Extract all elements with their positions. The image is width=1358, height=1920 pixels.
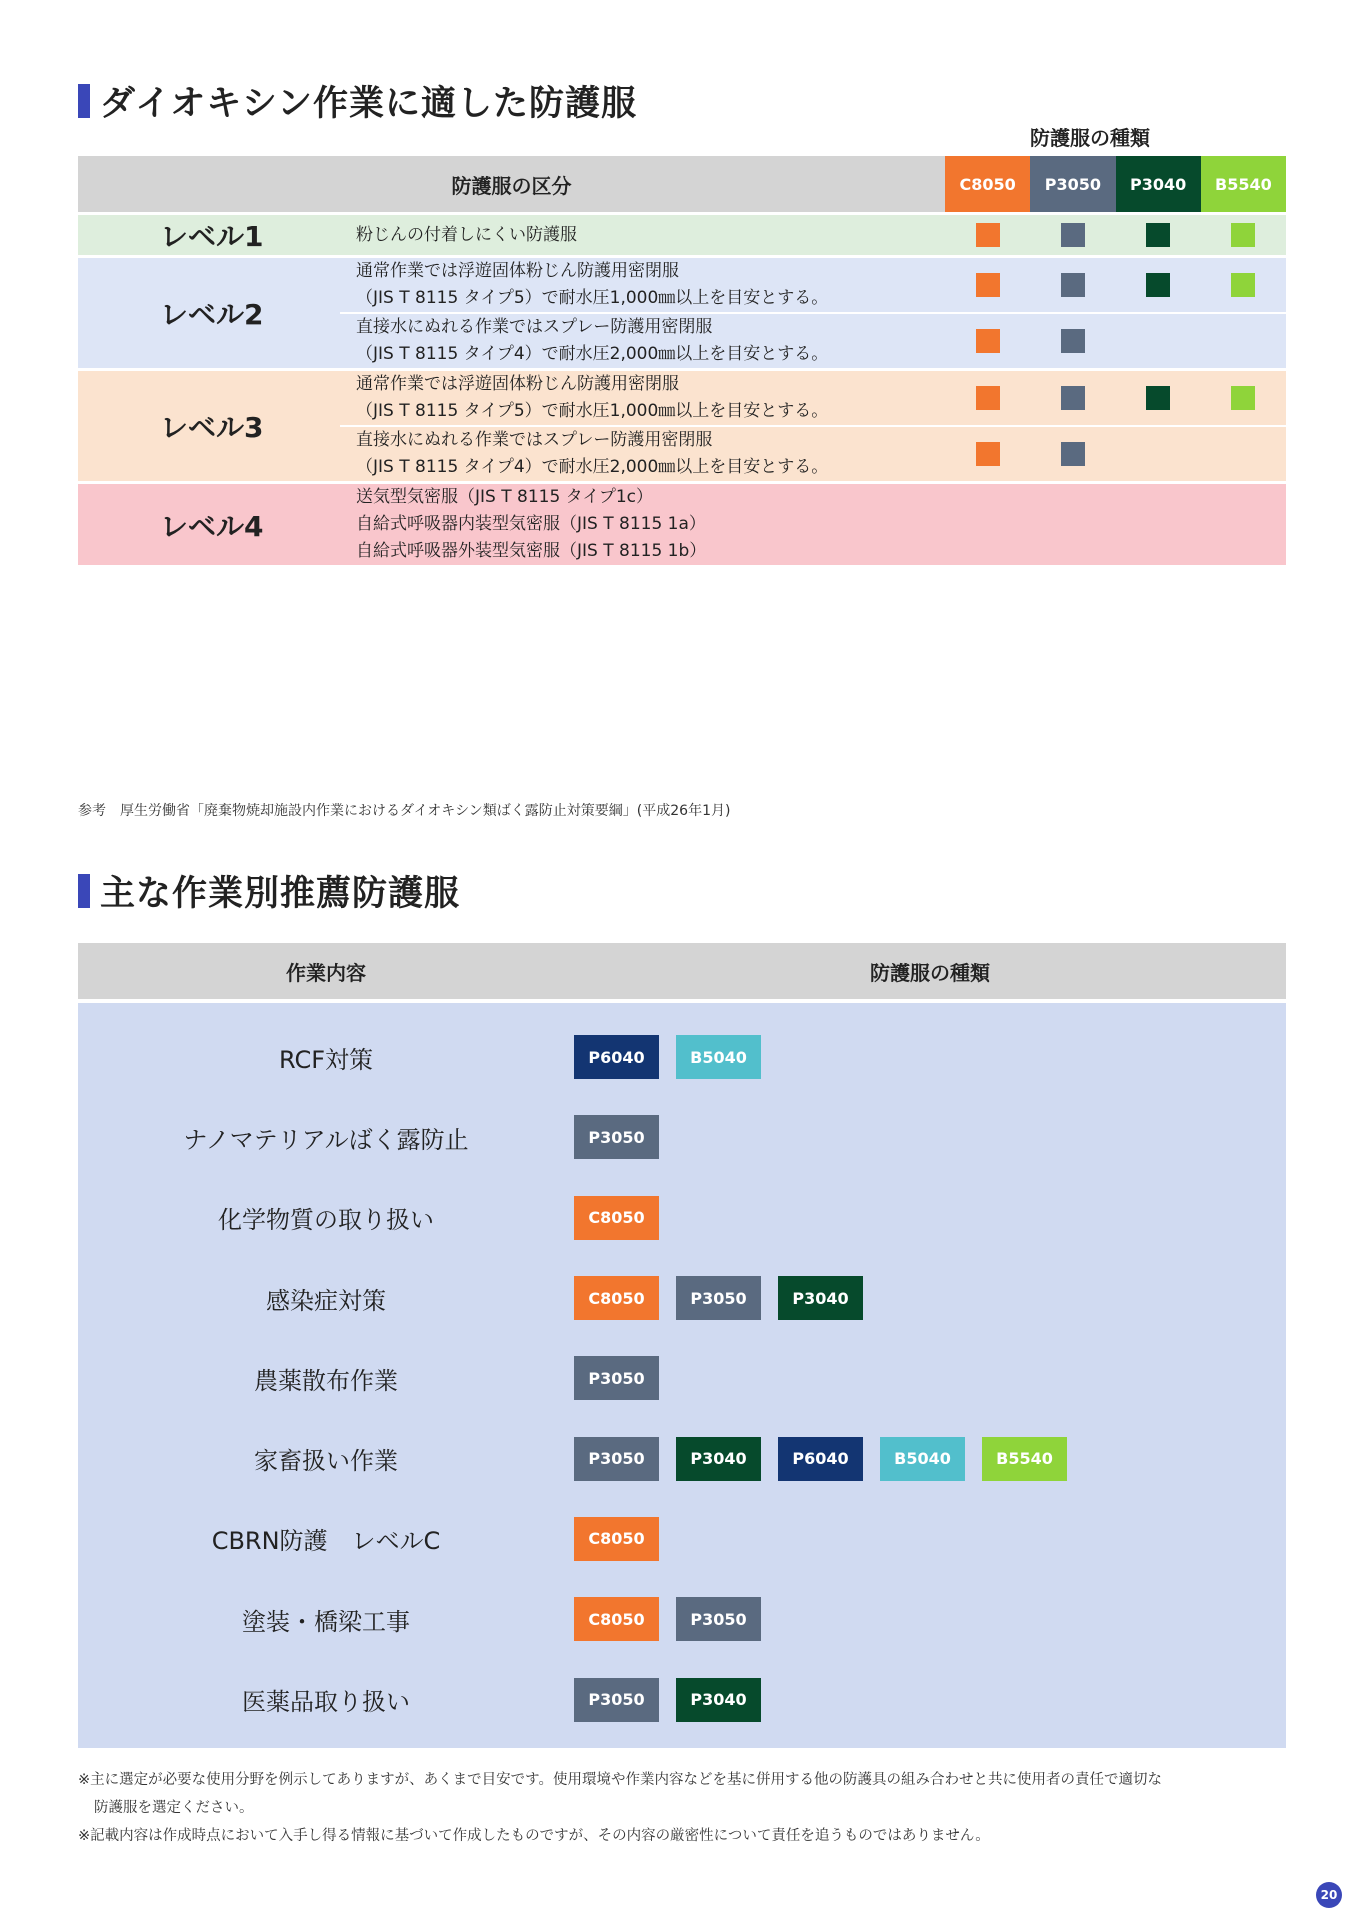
table-header	[78, 943, 1286, 999]
suit-tag-b5040: B5040	[880, 1437, 965, 1481]
section1-heading	[78, 76, 637, 126]
mark-cell	[1201, 386, 1286, 410]
level-item	[340, 371, 1286, 425]
mark-square-b5540	[1231, 386, 1255, 410]
suit-tag-b5540: B5540	[982, 1437, 1067, 1481]
table-header	[78, 156, 1286, 212]
description-line: （JIS T 8115 タイプ5）で耐水圧1,000㎜以上を目安とする。	[356, 288, 829, 308]
level-row	[78, 255, 1286, 368]
level-items	[340, 484, 1286, 565]
suit-tags	[574, 1196, 659, 1240]
description-line: 粉じんの付着しにくい防護服	[356, 224, 577, 245]
level-name: レベル4	[160, 509, 264, 543]
job-name: 家畜扱い作業	[254, 1447, 398, 1476]
description-line: 直接水にぬれる作業ではスプレー防護用密閉服	[356, 317, 713, 337]
mark-square-c8050	[976, 442, 1000, 466]
mark-cell	[1030, 442, 1115, 466]
suit-tags	[574, 1356, 659, 1400]
suit-tags	[574, 1597, 761, 1641]
level-item-description	[340, 484, 945, 565]
table-row	[78, 1097, 1286, 1177]
mark-cell	[945, 273, 1030, 297]
type-header-p3040: P3040	[1116, 156, 1201, 212]
level-items	[340, 215, 1286, 255]
applicable-marks	[945, 273, 1286, 297]
footnotes	[78, 1766, 1288, 1850]
applicable-marks	[945, 223, 1286, 247]
dioxin-protection-table	[78, 156, 1286, 565]
type-header-b5540: B5540	[1201, 156, 1286, 212]
table-row	[78, 1338, 1286, 1418]
suit-tags	[574, 1276, 863, 1320]
suit-tag-p3050: P3050	[676, 1276, 761, 1320]
types-caption: 防護服の種類	[1030, 126, 1150, 150]
level-name: レベル1	[160, 220, 264, 253]
job-name: ナノマテリアルばく露防止	[183, 1125, 469, 1154]
level-item	[340, 484, 1286, 565]
mark-square-p3040	[1146, 386, 1170, 410]
job-name: 化学物質の取り扱い	[218, 1206, 434, 1235]
description-line: 送気型気密服（JIS T 8115 タイプ1c）	[356, 487, 653, 507]
mark-square-b5540	[1231, 273, 1255, 297]
mark-cell	[1116, 386, 1201, 410]
reference-note: 参考 厚生労働省「廃棄物焼却施設内作業におけるダイオキシン類ばく露防止対策要綱」(平成26年1月)	[78, 803, 731, 819]
suit-tags	[574, 1437, 1067, 1481]
description-line: 自給式呼吸器内装型気密服（JIS T 8115 1a）	[356, 514, 706, 534]
suit-tag-c8050: C8050	[574, 1276, 659, 1320]
job-name: 感染症対策	[266, 1286, 386, 1315]
description-line: 直接水にぬれる作業ではスプレー防護用密閉服	[356, 430, 713, 450]
mark-square-p3050	[1061, 329, 1085, 353]
page-number: 20	[1316, 1882, 1342, 1908]
mark-cell	[1201, 442, 1286, 466]
description-line: （JIS T 8115 タイプ4）で耐水圧2,000㎜以上を目安とする。	[356, 457, 829, 477]
mark-square-p3050	[1061, 223, 1085, 247]
level-item-description	[340, 427, 945, 481]
mark-cell	[1201, 273, 1286, 297]
mark-cell	[1116, 442, 1201, 466]
level-items	[340, 371, 1286, 481]
mark-cell	[1030, 329, 1115, 353]
job-name: 農薬散布作業	[254, 1366, 398, 1395]
mark-square-p3050	[1061, 442, 1085, 466]
mark-cell	[1116, 273, 1201, 297]
footnote-2: ※記載内容は作成時点において入手し得る情報に基づいて作成したものですが、その内容の厳密性について責任を追うものではありません。	[78, 1828, 990, 1844]
level-item-description	[340, 314, 945, 368]
description-line: （JIS T 8115 タイプ5）で耐水圧1,000㎜以上を目安とする。	[356, 401, 829, 421]
table-row	[78, 1418, 1286, 1498]
level-item-description	[340, 222, 945, 249]
mark-square-b5540	[1231, 223, 1255, 247]
description-line: 通常作業では浮遊固体粉じん防護用密閉服	[356, 261, 679, 281]
footnote-1: ※主に選定が必要な使用分野を例示してありますが、あくまで目安です。使用環境や作業内容などを基に併用する他の防護具の組み合わせと共に使用者の責任で適切な	[78, 1772, 1162, 1788]
mark-cell	[945, 223, 1030, 247]
table-row	[78, 1258, 1286, 1338]
mark-cell	[1030, 273, 1115, 297]
level-row	[78, 368, 1286, 481]
mark-cell	[1201, 223, 1286, 247]
mark-square-c8050	[976, 223, 1000, 247]
suit-tags	[574, 1517, 659, 1561]
type-header-p3050: P3050	[1030, 156, 1115, 212]
suit-tag-c8050: C8050	[574, 1196, 659, 1240]
mark-square-p3040	[1146, 273, 1170, 297]
job-name: 医薬品取り扱い	[242, 1688, 410, 1717]
recommended-suits-table	[78, 943, 1286, 1748]
suit-tag-p3050: P3050	[574, 1678, 659, 1722]
mark-cell	[1201, 329, 1286, 353]
footnote-1-cont: 防護服を選定ください。	[94, 1800, 254, 1816]
table-row	[78, 1178, 1286, 1258]
mark-cell	[945, 386, 1030, 410]
suit-tag-p3050: P3050	[574, 1356, 659, 1400]
description-line: （JIS T 8115 タイプ4）で耐水圧2,000㎜以上を目安とする。	[356, 344, 829, 364]
table-row	[78, 1017, 1286, 1097]
mark-square-c8050	[976, 273, 1000, 297]
type-header-c8050: C8050	[945, 156, 1030, 212]
level-item	[340, 215, 1286, 255]
suit-tags	[574, 1035, 761, 1079]
table-body	[78, 1003, 1286, 1748]
suit-tag-p3050: P3050	[574, 1437, 659, 1481]
suit-tag-p6040: P6040	[574, 1035, 659, 1079]
heading-accent-bar	[78, 874, 90, 908]
job-name: RCF対策	[278, 1045, 374, 1074]
suit-tag-p3040: P3040	[778, 1276, 863, 1320]
mark-cell	[1030, 386, 1115, 410]
suit-tag-c8050: C8050	[574, 1597, 659, 1641]
section2-heading	[78, 866, 460, 916]
job-name: 塗装・橋梁工事	[242, 1607, 410, 1636]
suit-tags	[574, 1678, 761, 1722]
suit-tags	[574, 1115, 659, 1159]
mark-cell	[945, 442, 1030, 466]
suit-tag-c8050: C8050	[574, 1517, 659, 1561]
mark-square-p3050	[1061, 273, 1085, 297]
level-item	[340, 258, 1286, 312]
heading-accent-bar	[78, 84, 90, 118]
level-name: レベル3	[160, 411, 264, 444]
job-column-header: 作業内容	[286, 960, 366, 985]
table-row	[78, 1659, 1286, 1739]
level-name: レベル2	[160, 298, 264, 331]
level-row	[78, 481, 1286, 565]
suit-tag-p6040: P6040	[778, 1437, 863, 1481]
suit-tag-b5040: B5040	[676, 1035, 761, 1079]
mark-square-c8050	[976, 386, 1000, 410]
mark-cell	[945, 329, 1030, 353]
table-row	[78, 1499, 1286, 1579]
level-item	[340, 312, 1286, 368]
suit-tag-p3040: P3040	[676, 1678, 761, 1722]
applicable-marks	[945, 442, 1286, 466]
suit-tag-p3040: P3040	[676, 1437, 761, 1481]
section2-title: 主な作業別推薦防護服	[100, 874, 461, 914]
level-items	[340, 258, 1286, 368]
mark-square-p3040	[1146, 223, 1170, 247]
suit-tag-p3050: P3050	[676, 1597, 761, 1641]
level-row	[78, 212, 1286, 255]
mark-square-p3050	[1061, 386, 1085, 410]
section1-title: ダイオキシン作業に適した防護服	[100, 84, 638, 124]
level-item	[340, 425, 1286, 481]
division-header: 防護服の区分	[78, 156, 945, 212]
table-row	[78, 1579, 1286, 1659]
mark-cell	[1030, 223, 1115, 247]
mark-square-c8050	[976, 329, 1000, 353]
applicable-marks	[945, 386, 1286, 410]
applicable-marks	[945, 329, 1286, 353]
mark-cell	[1116, 223, 1201, 247]
description-line: 自給式呼吸器外装型気密服（JIS T 8115 1b）	[356, 541, 707, 561]
level-item-description	[340, 371, 945, 425]
mark-cell	[1116, 329, 1201, 353]
level-item-description	[340, 258, 945, 312]
job-name: CBRN防護 レベルC	[211, 1527, 441, 1556]
suit-tag-p3050: P3050	[574, 1115, 659, 1159]
types-column-header: 防護服の種類	[870, 960, 990, 985]
description-line: 通常作業では浮遊固体粉じん防護用密閉服	[356, 374, 679, 394]
